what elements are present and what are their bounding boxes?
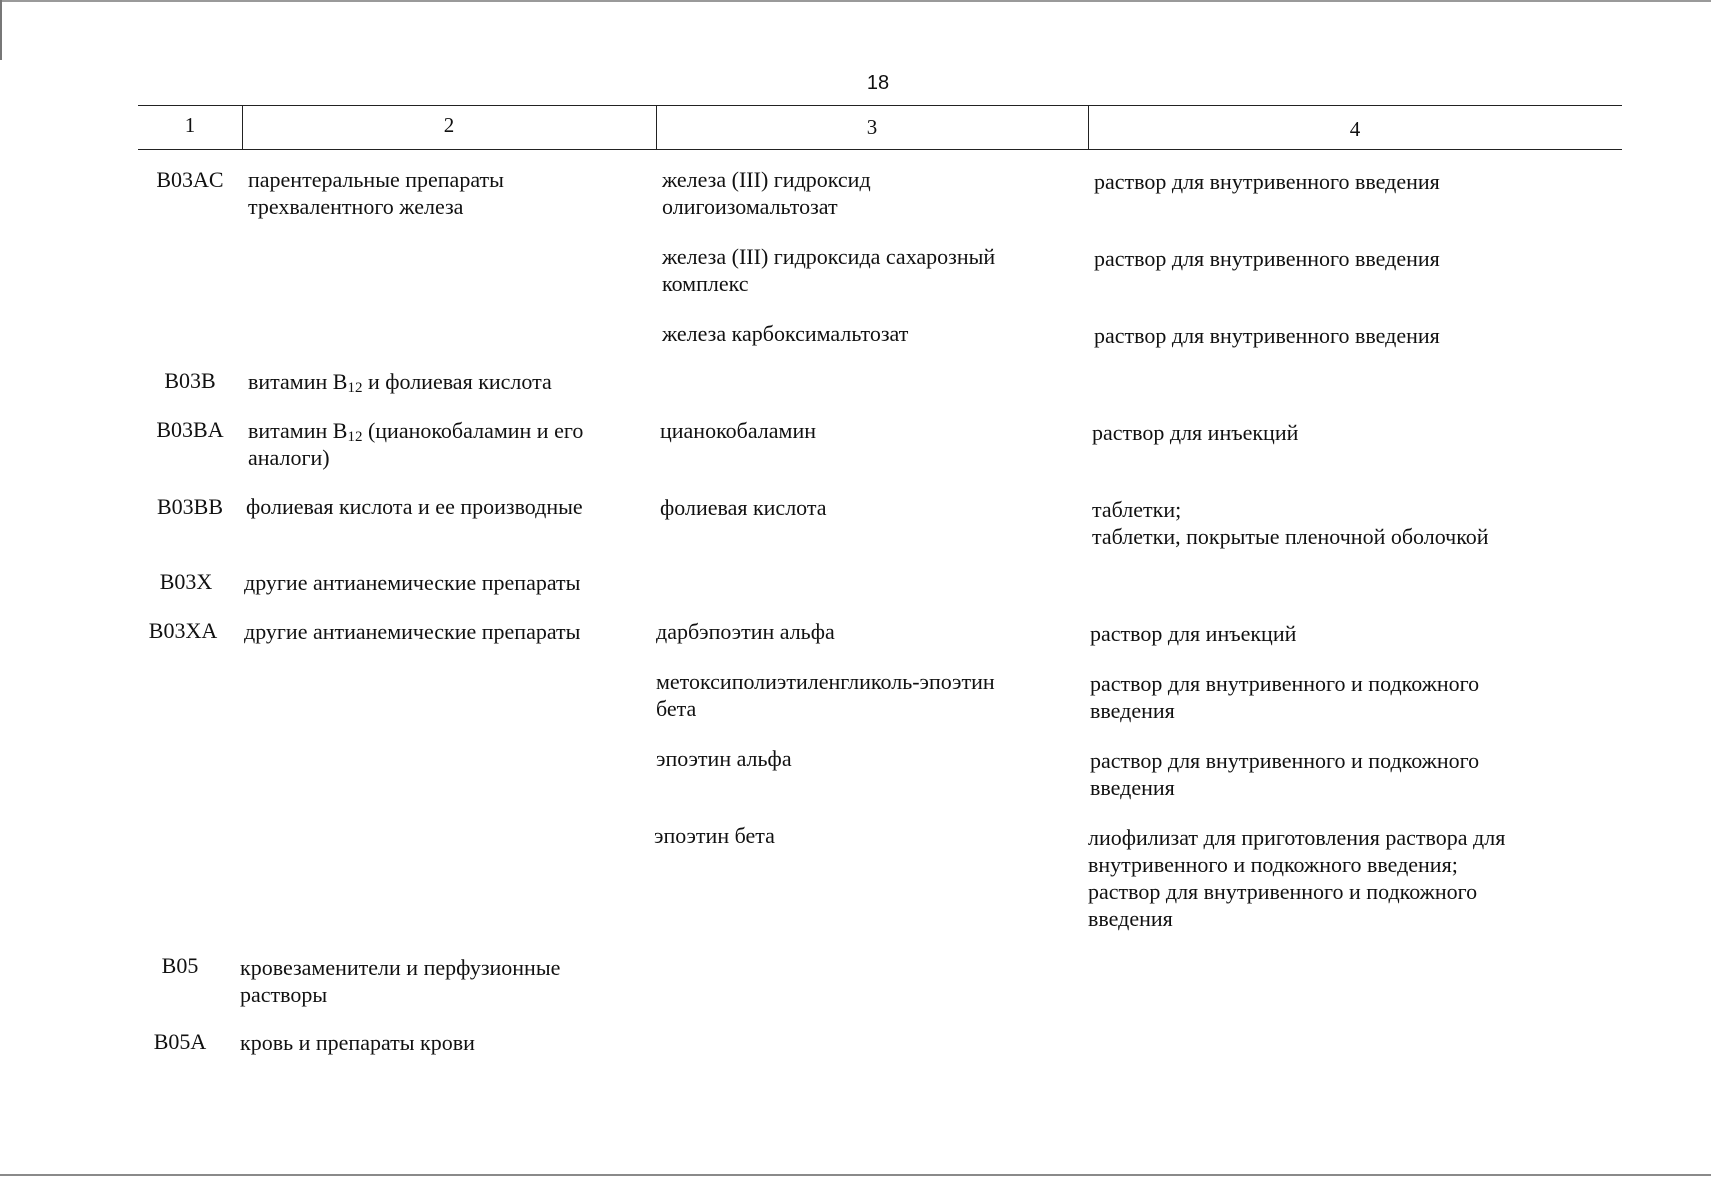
drug-name — [662, 320, 1082, 347]
dosage-form-line: введения — [1090, 698, 1175, 723]
drug-name-line: бета — [656, 696, 697, 721]
group-name — [240, 1029, 650, 1056]
dosage-form-line: раствор для внутривенного введения — [1094, 323, 1440, 348]
drug-name-line: фолиевая кислота — [660, 495, 827, 520]
drug-name-line: железа (III) гидроксида сахарозный — [662, 244, 996, 269]
atc-code: B03BA — [156, 417, 224, 442]
dosage-form-line: лиофилизат для приготовления раствора для — [1088, 825, 1506, 850]
group-name-text: (цианокобаламин и его — [362, 418, 584, 443]
group-name — [248, 368, 648, 395]
group-name-line: другие антианемические препараты — [244, 570, 581, 595]
drug-name-line: дарбэпоэтин альфа — [656, 619, 835, 644]
atc-code: B03X — [159, 569, 213, 594]
group-name-line: трехвалентного железа — [248, 194, 464, 219]
group-name-line: кровь и препараты крови — [240, 1030, 475, 1055]
drug-name — [656, 745, 1080, 772]
dosage-form-line: таблетки; — [1092, 497, 1182, 522]
group-name-line: аналоги) — [248, 445, 330, 470]
group-name — [244, 569, 654, 596]
drug-name — [662, 243, 1082, 297]
dosage-form-line: раствор для внутривенного и подкожного — [1088, 879, 1478, 904]
group-name — [244, 618, 654, 645]
group-name-line: другие антианемические препараты — [244, 619, 581, 644]
atc-code: B03BB — [156, 494, 224, 519]
group-name-line: растворы — [240, 982, 328, 1007]
group-name-text: витамин B — [248, 369, 348, 394]
column-header-2: 2 — [443, 113, 455, 137]
group-name-line: кровезаменители и перфузионные — [240, 955, 561, 980]
dosage-form — [1090, 670, 1610, 724]
dosage-form-line: введения — [1088, 906, 1173, 931]
drug-name-line: железа карбоксимальтозат — [662, 321, 909, 346]
dosage-form-line: раствор для внутривенного введения — [1094, 169, 1440, 194]
group-name-line — [248, 368, 648, 395]
group-name-text: витамин B — [248, 418, 348, 443]
page-edge-left — [0, 0, 2, 60]
dosage-form-line: введения — [1090, 775, 1175, 800]
drug-name — [654, 822, 1078, 849]
dosage-form — [1094, 168, 1614, 195]
page-edge-top — [0, 0, 1711, 2]
column-header-4: 4 — [1349, 117, 1361, 141]
dosage-form-line: раствор для инъекций — [1092, 420, 1299, 445]
header-top-rule — [138, 105, 1622, 106]
page-edge-bottom — [0, 1174, 1711, 1176]
drug-name-line: метоксиполиэтиленгликоль-эпоэтин — [656, 669, 995, 694]
group-name — [248, 417, 648, 471]
drug-name-line: олигоизомальтозат — [662, 194, 838, 219]
group-name-text: и фолиевая кислота — [362, 369, 552, 394]
dosage-form-line: внутривенного и подкожного введения; — [1088, 852, 1458, 877]
dosage-form — [1090, 620, 1610, 647]
atc-code: B05A — [153, 1029, 207, 1054]
subscript-text: 12 — [347, 429, 363, 445]
page-number: 18 — [866, 72, 890, 94]
drug-name-line: эпоэтин альфа — [656, 746, 792, 771]
dosage-form-line: раствор для инъекций — [1090, 621, 1297, 646]
dosage-form — [1092, 496, 1612, 550]
drug-name-line: комплекс — [662, 271, 749, 296]
column-header-3: 3 — [866, 115, 878, 139]
dosage-form-line: раствор для внутривенного введения — [1094, 246, 1440, 271]
group-name-line — [248, 417, 648, 444]
drug-name — [656, 668, 1080, 722]
dosage-form — [1094, 245, 1614, 272]
atc-code: B03AC — [156, 167, 224, 192]
atc-code: B03XA — [148, 618, 218, 643]
drug-name-line: эпоэтин бета — [654, 823, 775, 848]
group-name — [246, 493, 656, 520]
drug-name — [660, 417, 1080, 444]
subscript-text: 12 — [347, 380, 363, 396]
dosage-form-line: таблетки, покрытые пленочной оболочкой — [1092, 524, 1489, 549]
dosage-form — [1092, 419, 1612, 446]
drug-name-line: железа (III) гидроксид — [662, 167, 871, 192]
drug-name — [662, 166, 1082, 220]
dosage-form — [1088, 824, 1628, 932]
dosage-form-line: раствор для внутривенного и подкожного — [1090, 671, 1480, 696]
drug-name — [660, 494, 1080, 521]
atc-code: B05 — [161, 953, 199, 978]
group-name-line: фолиевая кислота и ее производные — [246, 494, 583, 519]
drug-name — [656, 618, 1080, 645]
group-name — [248, 166, 648, 220]
group-name — [240, 954, 650, 1008]
dosage-form — [1090, 747, 1610, 801]
dosage-form — [1094, 322, 1614, 349]
dosage-form-line: раствор для внутривенного и подкожного — [1090, 748, 1480, 773]
group-name-line: парентеральные препараты — [248, 167, 504, 192]
atc-code: B03B — [164, 368, 216, 393]
header-bottom-rule — [138, 149, 1622, 150]
column-header-1: 1 — [184, 113, 196, 137]
drug-name-line: цианокобаламин — [660, 418, 817, 443]
